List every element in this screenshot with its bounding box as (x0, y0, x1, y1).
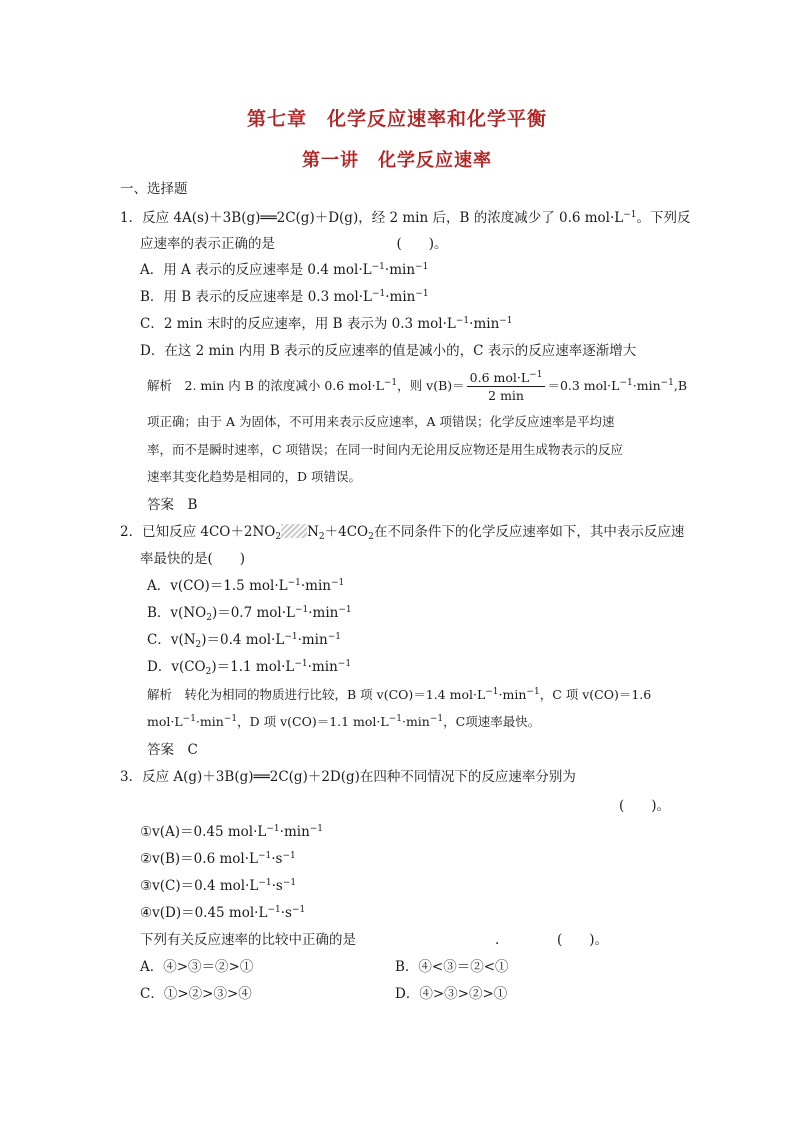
q1-analysis-line-1: 解析 2. min 内 B 的浓度减小 0.6 $mol\cdot L^{-1}$，则 v(B)＝ $\frac{0.6 mol\cdot L^{-1}}{2 \min}$ ＝0.3 $mol\cdot L^{-1}\cdot\min^{-1},B$ (147, 370, 688, 403)
q3-dot: . (495, 932, 500, 948)
q1-fraction: $\frac{0.6 mol\cdot L^{-1}}{2 \min}$ (467, 370, 546, 403)
q3-answer-bracket: ( )。 (619, 798, 671, 814)
q2-option-b: B．$v(NO_2)=0.7$ $mol\cdot L^{-1}\cdot\min^{-1}$ (147, 605, 352, 623)
lesson-title: 第一讲 化学反应速率 (302, 150, 492, 171)
q3-option-a: A．④>③＝②>① (140, 959, 254, 975)
q1-stem-line-1: 1．反应 4A(s)＋3B(g)══2C(g)＋D(g)，经 2 min 后，B 的浓度减少了 0.6 $mol\cdot L^{-1}$。下列反 (120, 210, 691, 226)
q1-analysis-line-4: 速率其变化趋势是相同的，D 项错误。 (147, 469, 361, 484)
equilibrium-arrow-mark (281, 524, 307, 538)
q3-answer-bracket-2: ( )。 (557, 932, 609, 948)
q1-option-a: A．用 A 表示的反应速率是 0.4 $mol\cdot L^{-1}\cdot\min^{-1}$ (140, 262, 429, 278)
q1-analysis-line-2: 项正确；由于 A 为固体，不可用来表示反应速率，A 项错误；化学反应速率是平均速 (147, 414, 615, 429)
q2-analysis-line-2: $mol\cdot L^{-1}\cdot\min^{-1}$，D 项 v(CO)＝1.1 $mol\cdot L^{-1}\cdot\min^{-1}$，C项速率最快。 (147, 714, 541, 729)
q3-option-d: D．④>③>②>① (395, 986, 508, 1002)
q3-stem-line-1: 3．反应 A(g)＋3B(g)══2C(g)＋2D(g)在四种不同情况下的反应速率分别为 (120, 769, 576, 785)
q2-analysis-line-1: 解析 转化为相同的物质进行比较，B 项 v(CO)＝1.4 $mol\cdot L^{-1}\cdot\min^{-1}$，C 项 v(CO)＝1.6 (147, 687, 652, 702)
q1-answer: 答案 B (147, 497, 198, 513)
q2-option-a: A．v(CO)＝1.5 $mol\cdot L^{-1}\cdot\min^{-1}$ (147, 578, 345, 594)
q1-analysis-line-3: 率，而不是瞬时速率，C 项错误；在同一时间内无论用反应物还是用生成物表示的反应 (147, 442, 624, 457)
q2-option-d: D．$v(CO_2)=1.1$ $mol\cdot L^{-1}\cdot\min^{-1}$ (147, 659, 352, 677)
section-heading: 一、选择题 (120, 181, 188, 197)
q3-rate-1: ①v(A)＝0.45 $mol\cdot L^{-1}\cdot\min^{-1}$ (140, 824, 324, 840)
q1-stem-line-2: 应速率的表示正确的是 ( )。 (140, 236, 448, 252)
q1-option-c: C．2 min 末时的反应速率，用 B 表示为 0.3 $mol\cdot L^{-1}\cdot\min^{-1}$ (140, 316, 513, 332)
q3-rate-4: ④v(D)＝0.45 $mol\cdot L^{-1}\cdot s^{-1}$ (140, 905, 306, 921)
q2-stem-line-2: 率最快的是( ) (140, 551, 246, 567)
q3-rate-3: ③v(C)＝0.4 $mol\cdot L^{-1}\cdot s^{-1}$ (140, 878, 297, 894)
q2-option-c: C．$v(N_2)=0.4$ $mol\cdot L^{-1}\cdot\min^{-1}$ (147, 632, 341, 650)
q3-rate-2: ②v(B)＝0.6 $mol\cdot L^{-1}\cdot s^{-1}$ (140, 851, 296, 867)
q3-option-b: B．④<③＝②<① (395, 959, 509, 975)
q3-stem-line-2: 下列有关反应速率的比较中正确的是 (140, 932, 356, 948)
q2-answer: 答案 C (147, 742, 198, 758)
q1-option-b: B．用 B 表示的反应速率是 0.3 $mol\cdot L^{-1}\cdot\min^{-1}$ (140, 289, 429, 305)
q1-option-d: D．在这 2 min 内用 B 表示的反应速率的值是减小的，C 表示的反应速率逐渐增大 (140, 343, 637, 359)
chapter-title: 第七章 化学反应速率和化学平衡 (246, 108, 547, 130)
q3-option-c: C．①>②>③>④ (140, 986, 252, 1002)
q2-stem-line-1: 2．已知反应 $4CO+2NO_2$ $N_2+4CO_2$在不同条件下的化学反应速率如下，其中表示反应速 (120, 524, 685, 542)
